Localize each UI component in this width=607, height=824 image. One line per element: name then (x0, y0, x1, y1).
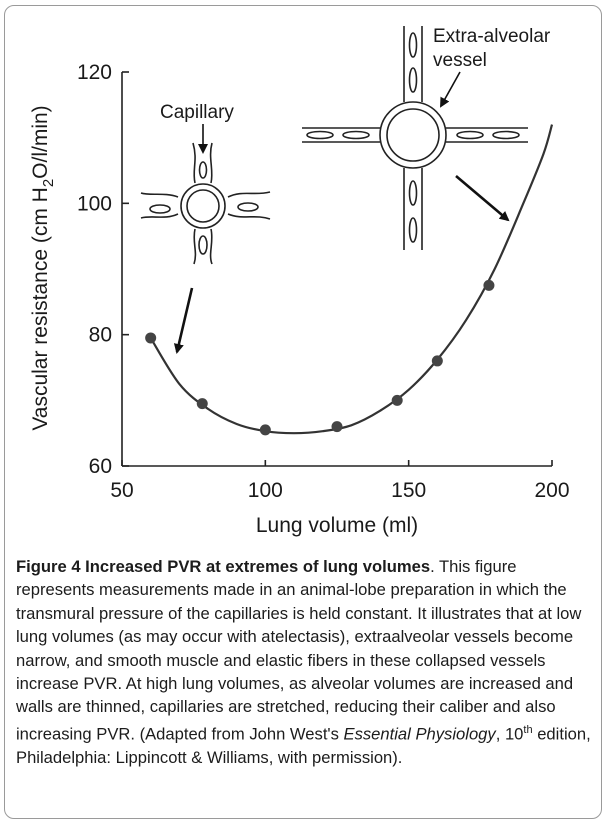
fit-curve (151, 125, 552, 434)
low-volume-arrow (177, 288, 192, 352)
data-point (197, 398, 208, 409)
y-tick-label: 80 (88, 323, 112, 347)
extra-alveolar-vessel-illustration (302, 26, 528, 250)
data-point (332, 421, 343, 432)
y-axis-label-subscript: 2 (40, 178, 57, 188)
caption-book-title: Essential Physiology (343, 724, 496, 744)
caption-title: Figure 4 Increased PVR at extremes of lung volumes (16, 557, 431, 576)
y-tick-label: 100 (76, 192, 112, 216)
data-point (260, 424, 271, 435)
data-point (392, 395, 403, 406)
capillary-illustration (141, 143, 270, 264)
data-point (145, 332, 156, 343)
caption-edition-superscript: th (523, 723, 533, 736)
tick-group (77, 61, 570, 502)
extra-alveolar-label-line1: Extra-alveolar (433, 26, 551, 47)
x-tick-label: 200 (534, 479, 570, 502)
y-axis-label-post: O/l/min) (29, 105, 52, 179)
caption-text-2: , 10 (495, 724, 524, 744)
x-tick-label: 150 (391, 479, 427, 502)
x-tick-label: 100 (247, 479, 283, 502)
data-points (145, 280, 494, 435)
x-axis-label: Lung volume (ml) (255, 514, 419, 537)
x-tick-label: 50 (110, 479, 134, 502)
y-axis-label-pre: Vascular resistance (cm H (29, 187, 52, 431)
y-tick-label: 120 (76, 61, 112, 84)
caption-text-1: . This figure represents measurements made in an animal-lobe preparation in which the transmural pressure of the capillaries is held constant. It illustrates that at low lung volumes (as may occur with atelectasis), extraalveolar vessels become narrow, and smooth muscle and elastic fibers in these collapsed vessels increase PVR. At high lung volumes, as alveolar volumes are increased and walls are thinned, capillaries are stretched, reducing their caliber and also increasing PVR. (Adapted from John West's (16, 557, 582, 744)
caption-text-3: edition, Philadelphia: Lippincott & Williams, with permission). (16, 724, 591, 767)
y-axis-label (29, 105, 57, 430)
data-point (483, 280, 494, 291)
high-volume-arrow (456, 176, 508, 220)
axes (122, 72, 552, 466)
extra-alveolar-label-arrow (441, 72, 460, 106)
capillary-label: Capillary (160, 102, 234, 123)
y-tick-label: 60 (88, 455, 112, 478)
extra-alveolar-label-line2: vessel (433, 50, 487, 71)
data-point (432, 355, 443, 366)
figure-caption (16, 555, 591, 769)
